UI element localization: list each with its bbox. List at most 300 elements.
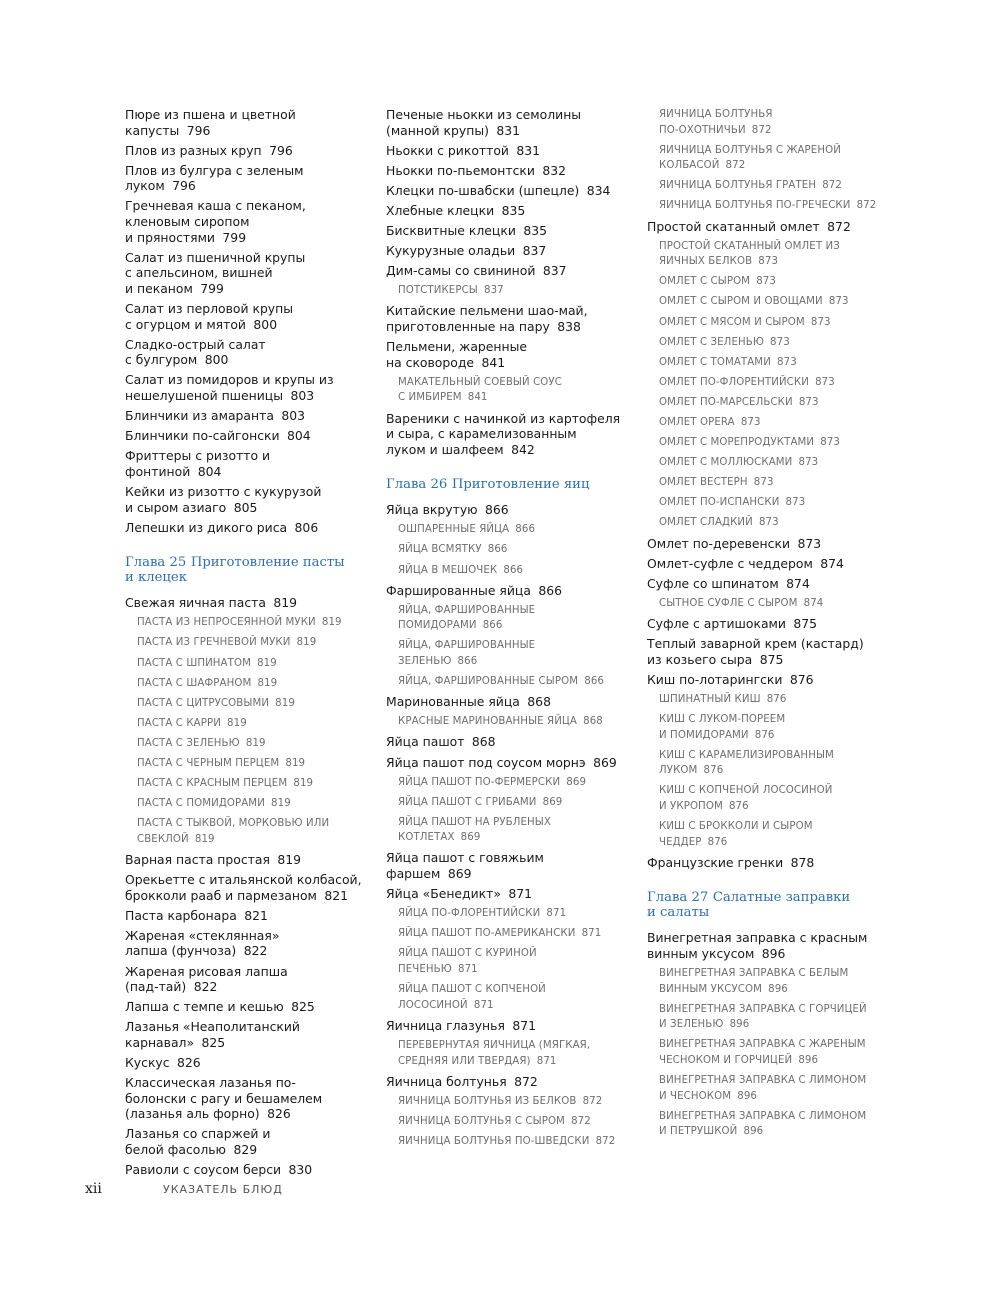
entry-text-line: и пеканом [125,280,193,296]
index-entry [125,928,365,959]
index-entry [125,198,365,245]
page-ref: 826 [177,1055,201,1070]
entry-text-line: Лепешки из дикого риса [125,519,288,535]
page-ref: 826 [267,1106,291,1122]
entry-text-line: ПЕРЕВЕРНУТАЯ ЯИЧНИЦА (МЯГКАЯ, [398,1039,591,1051]
index-entry [125,520,365,536]
page-ref: 872 [751,124,772,136]
index-entry [125,408,365,424]
chapter-heading [386,477,631,492]
index-subentry [398,714,631,730]
page-ref: 819 [273,595,298,611]
index-subentry [659,294,887,310]
index-subentry [659,966,887,997]
entry-text-line: Клецки по-швабски (шпецле) [386,182,580,198]
entry-text-line: ОМЛЕТ С МОРЕПРОДУКТАМИ [659,437,815,449]
entry-text-line: Китайские пельмени шао-май, [386,303,588,319]
page-ref: 832 [542,162,567,178]
entry-text-line: ОМЛЕТ С МОЛЛЮСКАМИ [659,457,793,469]
entry-text-line: ЯЙЦА, ФАРШИРОВАННЫЕ [398,640,536,652]
index-subentry [398,815,631,846]
entry-text-line: И ПЕТРУШКОЙ [659,1126,738,1138]
index-entry [386,107,631,138]
index-entry [125,428,365,444]
page-ref: 876 [728,800,749,812]
index-entry [647,855,887,871]
index-subentry [659,692,887,708]
entry-text-line: фаршем [386,866,441,882]
page-ref: 872 [725,160,746,172]
index-entry [125,1126,365,1157]
entry-text-line: Ньокки с рикоттой [386,142,509,158]
index-subentry [659,1109,887,1140]
page-ref: 896 [729,1019,750,1031]
page-ref: 896 [798,1054,819,1066]
chapter-number: Глава 27 [647,890,709,906]
page-ref: 868 [583,716,603,728]
entry-text-line: Блинчики по-сайгонски [125,428,280,444]
page-ref: 800 [204,352,229,368]
entry-text-line: Лазанья «Неаполитанский [125,1019,300,1035]
index-subentry [137,736,365,752]
page-ref: 819 [321,617,342,629]
entry-text-line: ЯЙЦА ПАШОТ С КОПЧЕНОЙ [398,984,546,996]
page-ref: 868 [527,694,551,710]
page-ref: 806 [294,519,319,535]
entry-text-line: Плов из булгура с зеленым [125,162,304,178]
index-entry [386,1018,631,1034]
entry-text-line: ОМЛЕТ ВЕСТЕРН [659,477,748,489]
index-subentry [137,696,365,712]
entry-text-line: ПАСТА С КРАСНЫМ ПЕРЦЕМ [137,778,288,790]
page-ref: 866 [515,524,536,536]
page-ref: 819 [277,851,302,867]
index-subentry [137,756,365,772]
page-ref: 796 [186,122,211,138]
page-ref: 873 [820,437,840,449]
index-subentry [659,712,887,743]
page-ref: 835 [501,202,526,218]
index-subentry [659,355,887,371]
entry-text-line: Хлебные клецки [386,202,495,218]
index-subentry [659,1037,887,1068]
index-subentry [398,1038,631,1069]
chapter-title-line: Приготовление яиц [451,477,590,493]
entry-text-line: КИШ С БРОККОЛИ И СЫРОМ [659,820,813,832]
entry-text-line: ПАСТА С ШАФРАНОМ [137,677,252,689]
index-entry [125,964,365,995]
entry-text-line: ЯЙЦА ПАШОТ С КУРИНОЙ [398,948,537,960]
page-ref: 872 [514,1073,538,1089]
entry-text-line: брокколи рааб и пармезаном [125,887,317,903]
page-ref: 869 [447,866,472,882]
index-subentry [659,748,887,779]
entry-text-line: на сковороде [386,354,475,370]
entry-text-line: Вареники с начинкой из картофеля [386,410,621,426]
index-subentry [659,239,887,270]
index-entry [386,223,631,239]
index-subentry [398,674,631,690]
entry-text-line: Печеные ньокки из семолины [386,107,582,122]
entry-text-line: Киш по-лотарингски [647,671,783,687]
entry-text-line: И ЗЕЛЕНЬЮ [659,1019,724,1031]
page-ref: 821 [244,907,268,923]
entry-text-line: ВИНЕГРЕТНАЯ ЗАПРАВКА С ГОРЧИЦЕЙ [659,1003,867,1015]
index-entry [125,872,365,903]
entry-text-line: ЛУКОМ [659,765,698,777]
index-entry [386,886,631,902]
entry-text-line: И ПОМИДОРАМИ [659,729,749,741]
page-ref: 804 [287,428,311,444]
entry-text-line: с булгуром [125,352,198,368]
page-ref: 819 [275,697,295,709]
page-ref: 831 [496,122,521,138]
entry-text-line: КИШ С КАРАМЕЛИЗИРОВАННЫМ [659,749,834,761]
index-entry [125,484,365,515]
index-entry [386,263,631,279]
index-entry [386,203,631,219]
page-ref: 866 [457,656,478,668]
page-ref: 875 [759,651,784,667]
page-ref: 869 [542,796,563,808]
index-subentry [659,475,887,491]
entry-text-line: ОМЛЕТ С ТОМАТАМИ [659,356,771,368]
page-ref: 875 [793,615,818,631]
page-ref: 874 [786,575,810,591]
entry-text-line: Фриттеры с ризотто и фонтиной [125,448,271,479]
entry-text-line: Салат из перловой крупы [125,301,294,317]
entry-text-line: ПАСТА ИЗ НЕПРОСЕЯННОЙ МУКИ [137,617,316,629]
entry-text-line: СЫТНОЕ СУФЛЕ С СЫРОМ [659,597,798,609]
page-ref: 873 [777,356,797,368]
entry-text-line: ОМЛЕТ С ЗЕЛЕНЬЮ [659,336,764,348]
page-ref: 873 [758,517,779,529]
entry-text-line: луком [125,178,165,194]
entry-text-line: (лазанья аль форно) [125,1106,260,1122]
index-subentry [659,375,887,391]
index-subentry [398,542,631,558]
entry-text-line: Салат из помидоров и крупы из [125,372,334,388]
entry-text-line: Омлет по-деревенски [647,535,791,551]
index-entry [125,1075,365,1122]
index-subentry [659,335,887,351]
entry-text-line: Простой скатанный омлет [647,218,820,234]
entry-text-line: ОМЛЕТ С МЯСОМ И СЫРОМ [659,316,805,328]
page-ref: 876 [707,836,728,848]
entry-text-line: из козьего сыра [647,651,753,667]
entry-text-line: Паста карбонара [125,907,237,923]
index-entry [386,734,631,750]
entry-text-line: (пад-тай) [125,979,187,995]
index-subentry [398,1134,631,1150]
index-entry [386,183,631,199]
page-ref: 871 [508,886,533,902]
entry-text-line: Лазанья со спаржей и [125,1126,271,1142]
entry-text-line: КОЛБАСОЙ [659,160,720,172]
index-entry [647,536,887,552]
entry-text-line: нешелушеной пшеницы [125,388,284,403]
page-ref: 896 [761,945,786,961]
index-subentry [659,198,887,214]
index-entry [647,576,887,592]
index-subentry [659,415,887,431]
page-ref: 803 [281,408,305,424]
index-entry [125,337,365,368]
index-entry [386,303,631,334]
page-ref: 869 [566,776,587,788]
entry-text-line: ЯЙЦА ПАШОТ НА РУБЛЕНЫХ [398,816,551,828]
entry-text-line: Свежая яичная паста [125,595,266,611]
page-number: xii [85,1181,102,1197]
entry-text-line: ВИННЫМ УКСУСОМ [659,983,763,995]
index-subentry [398,638,631,669]
entry-text-line: Яйца пашот с говяжьим [386,850,544,866]
index-subentry [137,676,365,692]
entry-text-line: ВИНЕГРЕТНАЯ ЗАПРАВКА С ЖАРЕНЫМ [659,1039,866,1051]
page-ref: 896 [768,983,788,995]
page-ref: 866 [485,502,509,518]
entry-text-line: Бисквитные клецки [386,223,516,239]
entry-text-line: Теплый заварной крем (кастард) [647,636,864,652]
entry-text-line: Суфле со шпинатом [647,575,779,591]
entry-text-line: Дим-самы со свининой [386,263,536,279]
page-ref: 819 [194,833,215,845]
index-subentry [659,596,887,612]
page-ref: 873 [756,276,776,288]
running-head: УКАЗАТЕЛЬ БЛЮД [163,1183,283,1196]
index-subentry [398,775,631,791]
page-ref: 800 [253,316,278,332]
index-subentry [137,776,365,792]
index-entry [386,583,631,599]
entry-text-line: КИШ С ЛУКОМ-ПОРЕЕМ [659,713,786,725]
page-ref: 825 [201,1034,226,1050]
page-ref: 872 [827,218,851,234]
entry-text-line: ЗЕЛЕНЬЮ [398,656,452,668]
entry-text-line: Фаршированные яйца [386,582,531,598]
page-ref: 803 [290,388,315,403]
entry-text-line: И ЧЕСНОКОМ [659,1090,732,1102]
page-ref: 873 [797,535,822,551]
entry-text-line: ЯИЧНИЦА БОЛТУНЬЯ ПО-ГРЕЧЕСКИ [659,200,851,212]
entry-text-line: ПАСТА С ЗЕЛЕНЬЮ [137,737,240,749]
index-entry [125,1055,365,1071]
page-ref: 822 [193,979,218,995]
entry-text-line: Орекьетте с итальянской колбасой, [125,872,362,888]
entry-text-line: Яичница глазунья [386,1017,505,1033]
chapter-title-line: Салатные заправки [712,890,851,906]
page-ref: 876 [789,671,814,687]
index-subentry [137,635,365,651]
page-ref: 866 [487,544,508,556]
entry-text-line: ВИНЕГРЕТНАЯ ЗАПРАВКА С ЛИМОНОМ [659,1075,867,1086]
entry-text-line: ЯЙЦА ВСМЯТКУ [398,544,482,556]
page-ref: 837 [542,263,567,279]
entry-text-line: Маринованные яйца [386,694,520,710]
page-ref: 871 [512,1017,536,1033]
index-entry [386,163,631,179]
chapter-number: Глава 26 [386,477,448,493]
index-subentry [398,1114,631,1130]
page-ref: 819 [285,758,306,769]
page-ref: 796 [269,142,293,158]
entry-text-line: Яйца «Бенедикт» [386,886,501,902]
entry-text-line: ПАСТА С ЦИТРУСОВЫМИ [137,697,270,709]
index-column-2 [386,107,631,1154]
page-ref: 873 [770,336,790,348]
index-entry [125,448,365,479]
index-subentry [659,1073,887,1104]
page-ref: 835 [523,223,547,239]
page-ref: 871 [473,999,494,1011]
index-entry [386,411,631,458]
page-ref: 871 [536,1055,557,1067]
entry-text-line: КИШ С КОПЧЕНОЙ ЛОСОСИНОЙ [659,785,833,797]
entry-text-line: ПАСТА С ЧЕРНЫМ ПЕРЦЕМ [137,758,280,769]
index-subentry [398,795,631,811]
page-ref: 819 [257,677,278,689]
entry-text-line: С ИМБИРЕМ [398,392,462,404]
entry-text-line: карнавал» [125,1034,195,1050]
entry-text-line: лапша (фунчоза) [125,943,237,959]
page-ref: 821 [324,887,349,903]
entry-text-line: ЯЙЦА В МЕШОЧЕК [398,564,498,576]
entry-text-line: винным уксусом [647,945,755,961]
entry-text-line: Кукурузные оладьи [386,243,516,259]
entry-text-line: Суфле с артишоками [647,615,786,631]
page-ref: 831 [516,142,541,158]
entry-text-line: Классическая лазанья по- [125,1075,296,1091]
entry-text-line: Салат из пшеничной крупы [125,249,306,265]
index-subentry [398,603,631,634]
entry-text-line: капусты [125,122,180,138]
index-subentry [137,615,365,631]
entry-text-line: ЯИЧНИЦА БОЛТУНЬЯ ГРАТЕН [659,180,817,192]
entry-text-line: с огурцом и мятой [125,316,246,332]
entry-text-line: ЯЙЦА, ФАРШИРОВАННЫЕ СЫРОМ [398,676,579,688]
entry-text-line: ЯИЧНИЦА БОЛТУНЬЯ С ЖАРЕНОЙ [659,144,841,156]
index-subentry [659,819,887,850]
index-subentry [659,495,887,511]
entry-text-line: ОШПАРЕННЫЕ ЯЙЦА [398,524,510,536]
entry-text-line: ОМЛЕТ СЛАДКИЙ [659,517,753,529]
entry-text-line: Плов из разных круп [125,142,262,158]
page-ref: 873 [815,376,835,388]
page-ref: 837 [522,243,547,259]
page-ref: 873 [740,417,761,428]
index-subentry [398,563,631,579]
index-subentry [659,455,887,471]
entry-text-line: ЯЙЦА ПАШОТ С ГРИБАМИ [398,796,537,808]
index-subentry [659,178,887,194]
page-ref: 871 [457,964,478,976]
entry-text-line: ЯИЧНИЦА БОЛТУНЬЯ [659,109,773,120]
page-ref: 872 [571,1115,591,1127]
index-subentry [659,435,887,451]
index-entry [125,250,365,297]
index-subentry [398,982,631,1013]
index-column-1 [125,107,365,1182]
index-entry [125,301,365,332]
page-ref: 866 [584,676,604,688]
entry-text-line: Яйца вкрутую [386,502,478,518]
entry-text-line: ВИНЕГРЕТНАЯ ЗАПРАВКА С БЕЛЫМ [659,967,849,979]
entry-text-line: ЯЙЦА, ФАРШИРОВАННЫЕ [398,604,536,616]
page-ref: 874 [803,597,824,609]
entry-text-line: Кейки из ризотто с кукурузой [125,483,322,499]
page-ref: 822 [243,943,268,959]
page-ref: 872 [856,200,877,212]
page-ref: 805 [233,499,258,515]
entry-text-line: Жареная «стеклянная» [125,927,280,943]
entry-text-line: Гречневая каша с пеканом, [125,198,306,214]
page-ref: 838 [557,319,581,335]
index-entry [125,143,365,159]
entry-text-line: Яйца пашот под соусом морнэ [386,754,586,770]
entry-text-line: СРЕДНЯЯ ИЛИ ТВЕРДАЯ) [398,1055,531,1067]
entry-text-line: Жареная рисовая лапша [125,963,288,979]
entry-text-line: и сыром азиаго [125,499,227,515]
index-subentry [398,283,631,299]
page-ref: 873 [753,477,774,489]
entry-text-line: Винегретная заправка с красным [647,930,868,946]
entry-text-line: ПАСТА С ТЫКВОЙ, МОРКОВЬЮ ИЛИ [137,818,330,830]
entry-text-line: И УКРОПОМ [659,800,723,812]
entry-text-line: кленовым сиропом [125,214,250,230]
page-ref: 841 [467,392,488,404]
page-ref: 804 [197,463,222,479]
entry-text-line: Яичница болтунья [386,1073,507,1089]
page-ref: 873 [828,296,849,308]
entry-text-line: ПО-ОХОТНИЧЬИ [659,124,746,136]
index-subentry [137,816,365,847]
entry-text-line: луком и шалфеем [386,441,504,457]
page-ref: 869 [593,754,617,770]
page-ref: 837 [483,285,504,297]
index-entry [386,1074,631,1090]
entry-text-line: Пельмени, жаренные [386,339,528,355]
entry-text-line: ПАСТА С КАРРИ [137,717,221,729]
index-entry [386,502,631,518]
index-entry [386,243,631,259]
entry-text-line: Французские гренки [647,854,784,870]
index-subentry [398,522,631,538]
page-ref: 872 [822,180,842,192]
entry-text-line: болонски с рагу и бешамелем [125,1090,323,1106]
page-ref: 819 [293,778,314,790]
chapter-title-line: и клецек [125,570,187,586]
entry-text-line: и сыра, с карамелизованным [386,426,577,442]
entry-text-line: ПРОСТОЙ СКАТАННЫЙ ОМЛЕТ ИЗ [659,240,840,252]
entry-text-line: ОМЛЕТ С СЫРОМ И ОВОЩАМИ [659,296,823,308]
entry-text-line: ЯЙЦА ПАШОТ ПО-АМЕРИКАНСКИ [398,928,576,940]
entry-text-line: (манной крупы) [386,122,489,138]
page-ref: 873 [798,457,819,469]
index-entry [647,672,887,688]
page-ref: 799 [200,280,224,296]
entry-text-line: ШПИНАТНЫЙ КИШ [659,693,761,705]
entry-text-line: ОМЛЕТ OPERA [659,417,735,428]
page-ref: 819 [245,737,266,749]
page-ref: 834 [586,182,611,198]
entry-text-line: КРАСНЫЕ МАРИНОВАННЫЕ ЯЙЦА [398,716,578,728]
index-entry [386,694,631,710]
chapter-title-line: Приготовление пасты [190,555,345,571]
page-ref: 873 [758,256,779,268]
page-ref: 842 [511,441,535,457]
page-ref: 874 [820,555,844,571]
page-ref: 871 [581,928,602,940]
